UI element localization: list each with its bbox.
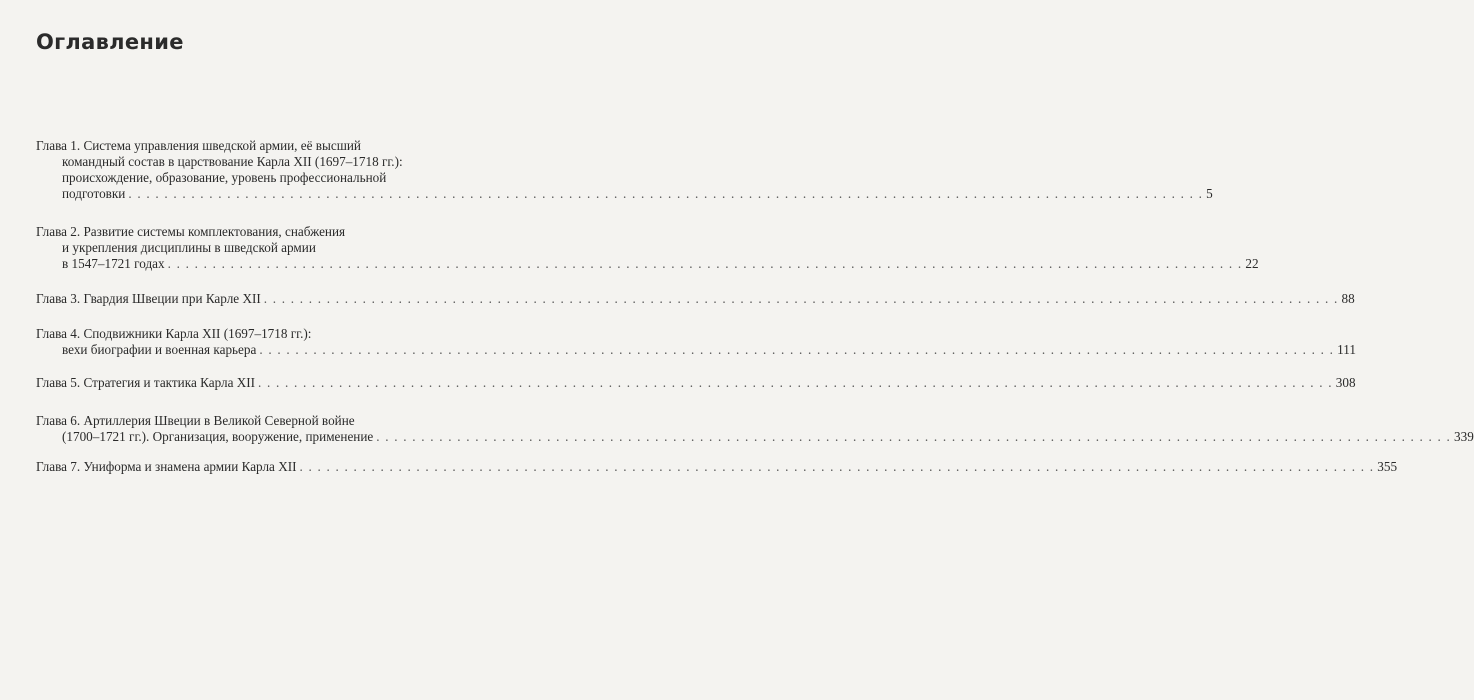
toc-entry-line: Глава 6. Артиллерия Швеции в Великой Северной войне <box>36 413 355 428</box>
page-number: 308 <box>1335 375 1356 390</box>
page-title: Оглавление <box>36 30 184 54</box>
toc-entry-title-end: Глава 3. Гвардия Швеции при Карле XII <box>36 291 261 306</box>
dot-leader: . . . . . . . . . . . . . . . . . . . . . . . . . . . . . . . . . . . . . . . . . . . . . . . . . . . . . . . . . . . . . . . . . . . . . . . . . . . . . . . . . . . . . . . . . . . . . . . . . . . . . . . . . . . . . . . . . . . . . . . . <box>376 429 1452 444</box>
toc-entry-title-end: в 1547–1721 годах <box>62 256 165 271</box>
dot-leader: . . . . . . . . . . . . . . . . . . . . . . . . . . . . . . . . . . . . . . . . . . . . . . . . . . . . . . . . . . . . . . . . . . . . . . . . . . . . . . . . . . . . . . . . . . . . . . . . . . . . . . . . . . . . . . . . . . . . . . . . <box>259 342 1335 357</box>
toc-entry-line: Глава 1. Система управления шведской армии, её высший <box>36 138 361 153</box>
dot-leader: . . . . . . . . . . . . . . . . . . . . . . . . . . . . . . . . . . . . . . . . . . . . . . . . . . . . . . . . . . . . . . . . . . . . . . . . . . . . . . . . . . . . . . . . . . . . . . . . . . . . . . . . . . . . . . . . . . . . . . . . <box>263 291 1339 306</box>
toc-entry-title-end: (1700–1721 гг.). Организация, вооружение, применение <box>62 429 374 444</box>
toc-entry-title-end: Глава 5. Стратегия и тактика Карла XII <box>36 375 256 390</box>
toc-entry-line: командный состав в царствование Карла XII (1697–1718 гг.): <box>62 154 403 169</box>
page-number: 355 <box>1377 459 1398 474</box>
dot-leader: . . . . . . . . . . . . . . . . . . . . . . . . . . . . . . . . . . . . . . . . . . . . . . . . . . . . . . . . . . . . . . . . . . . . . . . . . . . . . . . . . . . . . . . . . . . . . . . . . . . . . . . . . . . . . . . . . . . . . . . . <box>167 256 1243 271</box>
page-number: 5 <box>1206 186 1213 201</box>
toc-entry-line: Глава 4. Сподвижники Карла XII (1697–1718 гг.): <box>36 326 312 341</box>
toc-entry-line: Глава 2. Развитие системы комплектования, снабжения <box>36 224 346 239</box>
toc-entry-title-end: Глава 7. Униформа и знамена армии Карла XII <box>36 459 297 474</box>
page-number: 88 <box>1341 291 1355 306</box>
page-number: 22 <box>1245 256 1259 271</box>
toc-entry-line: и укрепления дисциплины в шведской армии <box>62 240 316 255</box>
page-number: 339 <box>1454 429 1474 444</box>
page-number: 111 <box>1337 342 1356 357</box>
dot-leader: . . . . . . . . . . . . . . . . . . . . . . . . . . . . . . . . . . . . . . . . . . . . . . . . . . . . . . . . . . . . . . . . . . . . . . . . . . . . . . . . . . . . . . . . . . . . . . . . . . . . . . . . . . . . . . . . . . . . . . . . <box>128 186 1204 201</box>
dot-leader: . . . . . . . . . . . . . . . . . . . . . . . . . . . . . . . . . . . . . . . . . . . . . . . . . . . . . . . . . . . . . . . . . . . . . . . . . . . . . . . . . . . . . . . . . . . . . . . . . . . . . . . . . . . . . . . . . . . . . . . . <box>258 375 1333 390</box>
toc-entry-line: происхождение, образование, уровень профессиональной <box>62 170 387 185</box>
toc-entry-title-end: вехи биографии и военная карьера <box>62 342 257 357</box>
toc-entry-title-end: подготовки <box>62 186 126 201</box>
dot-leader: . . . . . . . . . . . . . . . . . . . . . . . . . . . . . . . . . . . . . . . . . . . . . . . . . . . . . . . . . . . . . . . . . . . . . . . . . . . . . . . . . . . . . . . . . . . . . . . . . . . . . . . . . . . . . . . . . . . . . . . . <box>299 459 1375 474</box>
